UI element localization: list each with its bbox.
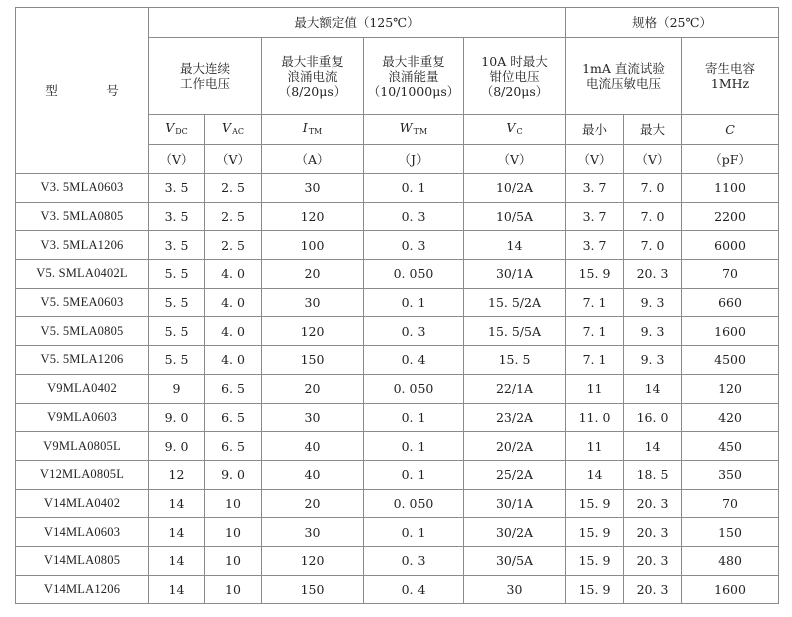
table-row [16, 260, 779, 289]
value-cell: 0. 4 [364, 346, 464, 375]
symbol-main: 最小 [582, 122, 608, 137]
value-cell: 0. 050 [364, 374, 464, 403]
value-cell: 11 [566, 374, 624, 403]
header-line: 1mA 直流试验 [582, 61, 665, 76]
value-cell: 9 [149, 374, 205, 403]
value-cell: 30/2A [464, 518, 566, 547]
value-cell: 3. 7 [566, 231, 624, 260]
value-cell: 5. 5 [149, 288, 205, 317]
symbol-subscript: TM [308, 127, 323, 136]
header-line: 10A 时最大 [481, 53, 548, 69]
value-cell: 20. 3 [624, 260, 682, 289]
model-cell: V14MLA0402 [16, 489, 149, 518]
varistor-spec-table [15, 7, 779, 604]
model-cell: V5. 5MLA0805 [16, 317, 149, 346]
value-cell: 150 [262, 575, 364, 604]
header-line: 工作电压 [179, 76, 230, 91]
value-cell: 15. 9 [566, 260, 624, 289]
value-cell: 0. 050 [364, 489, 464, 518]
model-cell: V14MLA0603 [16, 518, 149, 547]
value-cell: 0. 1 [364, 288, 464, 317]
value-cell: 30 [262, 518, 364, 547]
value-cell: 0. 1 [364, 174, 464, 203]
max-rating-group-header: 最大额定值（125℃） [149, 8, 566, 38]
table-row [16, 317, 779, 346]
value-cell: 14 [149, 575, 205, 604]
value-cell: 0. 1 [364, 460, 464, 489]
value-cell: 6000 [682, 231, 779, 260]
value-cell: 15. 9 [566, 518, 624, 547]
value-cell: 450 [682, 432, 779, 461]
symbol-cell [566, 115, 624, 145]
header-line: 最大非重复 [281, 53, 344, 69]
value-cell: 15. 5/2A [464, 288, 566, 317]
value-cell: 350 [682, 460, 779, 489]
value-cell: 14 [624, 374, 682, 403]
symbol-main: V [506, 120, 516, 135]
model-cell: V9MLA0805L [16, 432, 149, 461]
value-cell: 120 [262, 546, 364, 575]
value-cell: 2. 5 [205, 174, 262, 203]
value-cell: 30 [464, 575, 566, 604]
value-cell: 4. 0 [205, 288, 262, 317]
model-cell: V3. 5MLA0603 [16, 174, 149, 203]
value-cell: 0. 1 [364, 403, 464, 432]
value-cell: 5. 5 [149, 260, 205, 289]
value-cell: 3. 5 [149, 231, 205, 260]
value-cell: 14 [149, 518, 205, 547]
value-cell: 14 [624, 432, 682, 461]
value-cell: 4. 0 [205, 317, 262, 346]
value-cell: 20. 3 [624, 489, 682, 518]
table-row [16, 575, 779, 604]
symbol-main: C [725, 122, 735, 137]
model-cell: V14MLA0805 [16, 546, 149, 575]
header-line: 钳位电压 [489, 68, 540, 84]
value-cell: 25/2A [464, 460, 566, 489]
unit-cell: （V） [464, 145, 566, 174]
table-row [16, 432, 779, 461]
table-row [16, 489, 779, 518]
value-cell: 20 [262, 489, 364, 518]
value-cell: 4. 0 [205, 346, 262, 375]
symbol-cell [624, 115, 682, 145]
value-cell: 15. 9 [566, 546, 624, 575]
unit-cell: （V） [566, 145, 624, 174]
value-cell: 15. 9 [566, 575, 624, 604]
col-header-continuous-voltage [149, 38, 262, 115]
value-cell: 30/5A [464, 546, 566, 575]
value-cell: 30 [262, 288, 364, 317]
value-cell: 100 [262, 231, 364, 260]
unit-cell: （V） [149, 145, 205, 174]
value-cell: 15. 9 [566, 489, 624, 518]
symbol-subscript: TM [413, 127, 428, 136]
model-cell: V5. 5MLA1206 [16, 346, 149, 375]
value-cell: 1100 [682, 174, 779, 203]
value-cell: 0. 1 [364, 432, 464, 461]
value-cell: 5. 5 [149, 346, 205, 375]
symbol-subscript: AC [232, 127, 244, 136]
table-row [16, 231, 779, 260]
unit-cell: （J） [364, 145, 464, 174]
model-cell: V9MLA0603 [16, 403, 149, 432]
value-cell: 70 [682, 489, 779, 518]
symbol-cell [682, 115, 779, 145]
value-cell: 7. 1 [566, 346, 624, 375]
value-cell: 30 [262, 174, 364, 203]
model-cell: V9MLA0402 [16, 374, 149, 403]
value-cell: 120 [262, 202, 364, 231]
header-line: （8/20μs） [278, 83, 347, 99]
symbol-main: W [399, 120, 413, 135]
table-row [16, 546, 779, 575]
value-cell: 0. 3 [364, 546, 464, 575]
value-cell: 9. 3 [624, 288, 682, 317]
value-cell: 18. 5 [624, 460, 682, 489]
value-cell: 0. 1 [364, 518, 464, 547]
value-cell: 6. 5 [205, 432, 262, 461]
value-cell: 7. 1 [566, 317, 624, 346]
value-cell: 120 [262, 317, 364, 346]
symbol-subscript: DC [175, 127, 188, 136]
header-line: 浪涌能量 [388, 68, 439, 84]
value-cell: 30 [262, 403, 364, 432]
value-cell: 660 [682, 288, 779, 317]
value-cell: 11. 0 [566, 403, 624, 432]
symbol-cell [464, 115, 566, 145]
value-cell: 70 [682, 260, 779, 289]
value-cell: 3. 7 [566, 202, 624, 231]
value-cell: 0. 3 [364, 317, 464, 346]
table-row [16, 460, 779, 489]
model-cell: V5. SMLA0402L [16, 260, 149, 289]
value-cell: 3. 7 [566, 174, 624, 203]
value-cell: 10 [205, 575, 262, 604]
value-cell: 10/5A [464, 202, 566, 231]
table-row [16, 403, 779, 432]
value-cell: 0. 3 [364, 231, 464, 260]
model-cell: V14MLA1206 [16, 575, 149, 604]
value-cell: 6. 5 [205, 374, 262, 403]
value-cell: 14 [149, 489, 205, 518]
value-cell: 14 [566, 460, 624, 489]
col-header-varistor-voltage [566, 38, 682, 115]
value-cell: 6. 5 [205, 403, 262, 432]
table-row [16, 288, 779, 317]
table-row [16, 346, 779, 375]
value-cell: 16. 0 [624, 403, 682, 432]
model-cell: V3. 5MLA0805 [16, 202, 149, 231]
header-line: 最大非重复 [382, 53, 445, 69]
value-cell: 4500 [682, 346, 779, 375]
model-cell: V3. 5MLA1206 [16, 231, 149, 260]
table-row [16, 202, 779, 231]
table-row [16, 174, 779, 203]
header-line: 寄生电容 [705, 61, 756, 76]
value-cell: 420 [682, 403, 779, 432]
value-cell: 10/2A [464, 174, 566, 203]
symbol-main: V [222, 120, 232, 135]
value-cell: 12 [149, 460, 205, 489]
value-cell: 480 [682, 546, 779, 575]
col-header-clamp-voltage [464, 38, 566, 115]
unit-cell: （V） [624, 145, 682, 174]
header-line: 1MHz [710, 76, 750, 91]
symbol-cell [364, 115, 464, 145]
header-line: （10/1000μs） [367, 83, 460, 99]
value-cell: 7. 1 [566, 288, 624, 317]
value-cell: 0. 4 [364, 575, 464, 604]
header-line: （8/20μs） [480, 83, 549, 99]
value-cell: 9. 3 [624, 317, 682, 346]
col-header-surge-current [262, 38, 364, 115]
unit-cell: （pF） [682, 145, 779, 174]
symbol-cell [262, 115, 364, 145]
unit-cell: （A） [262, 145, 364, 174]
value-cell: 14 [149, 546, 205, 575]
value-cell: 3. 5 [149, 174, 205, 203]
symbol-main: V [165, 120, 175, 135]
value-cell: 7. 0 [624, 202, 682, 231]
value-cell: 15. 5/5A [464, 317, 566, 346]
value-cell: 30/1A [464, 489, 566, 518]
model-header: 型 号 [16, 8, 149, 174]
symbol-main: I [302, 120, 308, 135]
value-cell: 7. 0 [624, 174, 682, 203]
model-cell: V5. 5MEA0603 [16, 288, 149, 317]
value-cell: 0. 3 [364, 202, 464, 231]
value-cell: 2. 5 [205, 231, 262, 260]
spec-table-frame [15, 7, 778, 604]
value-cell: 20 [262, 374, 364, 403]
value-cell: 20. 3 [624, 546, 682, 575]
value-cell: 10 [205, 546, 262, 575]
value-cell: 5. 5 [149, 317, 205, 346]
value-cell: 9. 3 [624, 346, 682, 375]
value-cell: 120 [682, 374, 779, 403]
unit-cell: （V） [205, 145, 262, 174]
value-cell: 40 [262, 432, 364, 461]
symbol-main: 最大 [640, 122, 666, 137]
value-cell: 150 [262, 346, 364, 375]
model-cell: V12MLA0805L [16, 460, 149, 489]
value-cell: 10 [205, 518, 262, 547]
header-line: 最大连续 [179, 61, 230, 76]
value-cell: 20. 3 [624, 518, 682, 547]
value-cell: 4. 0 [205, 260, 262, 289]
value-cell: 14 [464, 231, 566, 260]
table-row [16, 518, 779, 547]
value-cell: 0. 050 [364, 260, 464, 289]
value-cell: 9. 0 [149, 432, 205, 461]
value-cell: 2200 [682, 202, 779, 231]
value-cell: 10 [205, 489, 262, 518]
value-cell: 2. 5 [205, 202, 262, 231]
header-line: 电流压敏电压 [586, 76, 662, 91]
value-cell: 9. 0 [149, 403, 205, 432]
value-cell: 1600 [682, 575, 779, 604]
value-cell: 20/2A [464, 432, 566, 461]
symbol-cell [205, 115, 262, 145]
value-cell: 30/1A [464, 260, 566, 289]
value-cell: 22/1A [464, 374, 566, 403]
col-header-capacitance [682, 38, 779, 115]
symbol-subscript: C [516, 127, 523, 136]
value-cell: 20. 3 [624, 575, 682, 604]
value-cell: 9. 0 [205, 460, 262, 489]
header-line: 浪涌电流 [287, 68, 338, 84]
value-cell: 11 [566, 432, 624, 461]
table-body [16, 174, 779, 604]
table-row [16, 374, 779, 403]
value-cell: 3. 5 [149, 202, 205, 231]
col-header-surge-energy [364, 38, 464, 115]
value-cell: 150 [682, 518, 779, 547]
value-cell: 7. 0 [624, 231, 682, 260]
symbol-cell [149, 115, 205, 145]
value-cell: 15. 5 [464, 346, 566, 375]
spec-group-header: 规格（25℃） [566, 8, 779, 38]
value-cell: 20 [262, 260, 364, 289]
value-cell: 1600 [682, 317, 779, 346]
value-cell: 40 [262, 460, 364, 489]
value-cell: 23/2A [464, 403, 566, 432]
